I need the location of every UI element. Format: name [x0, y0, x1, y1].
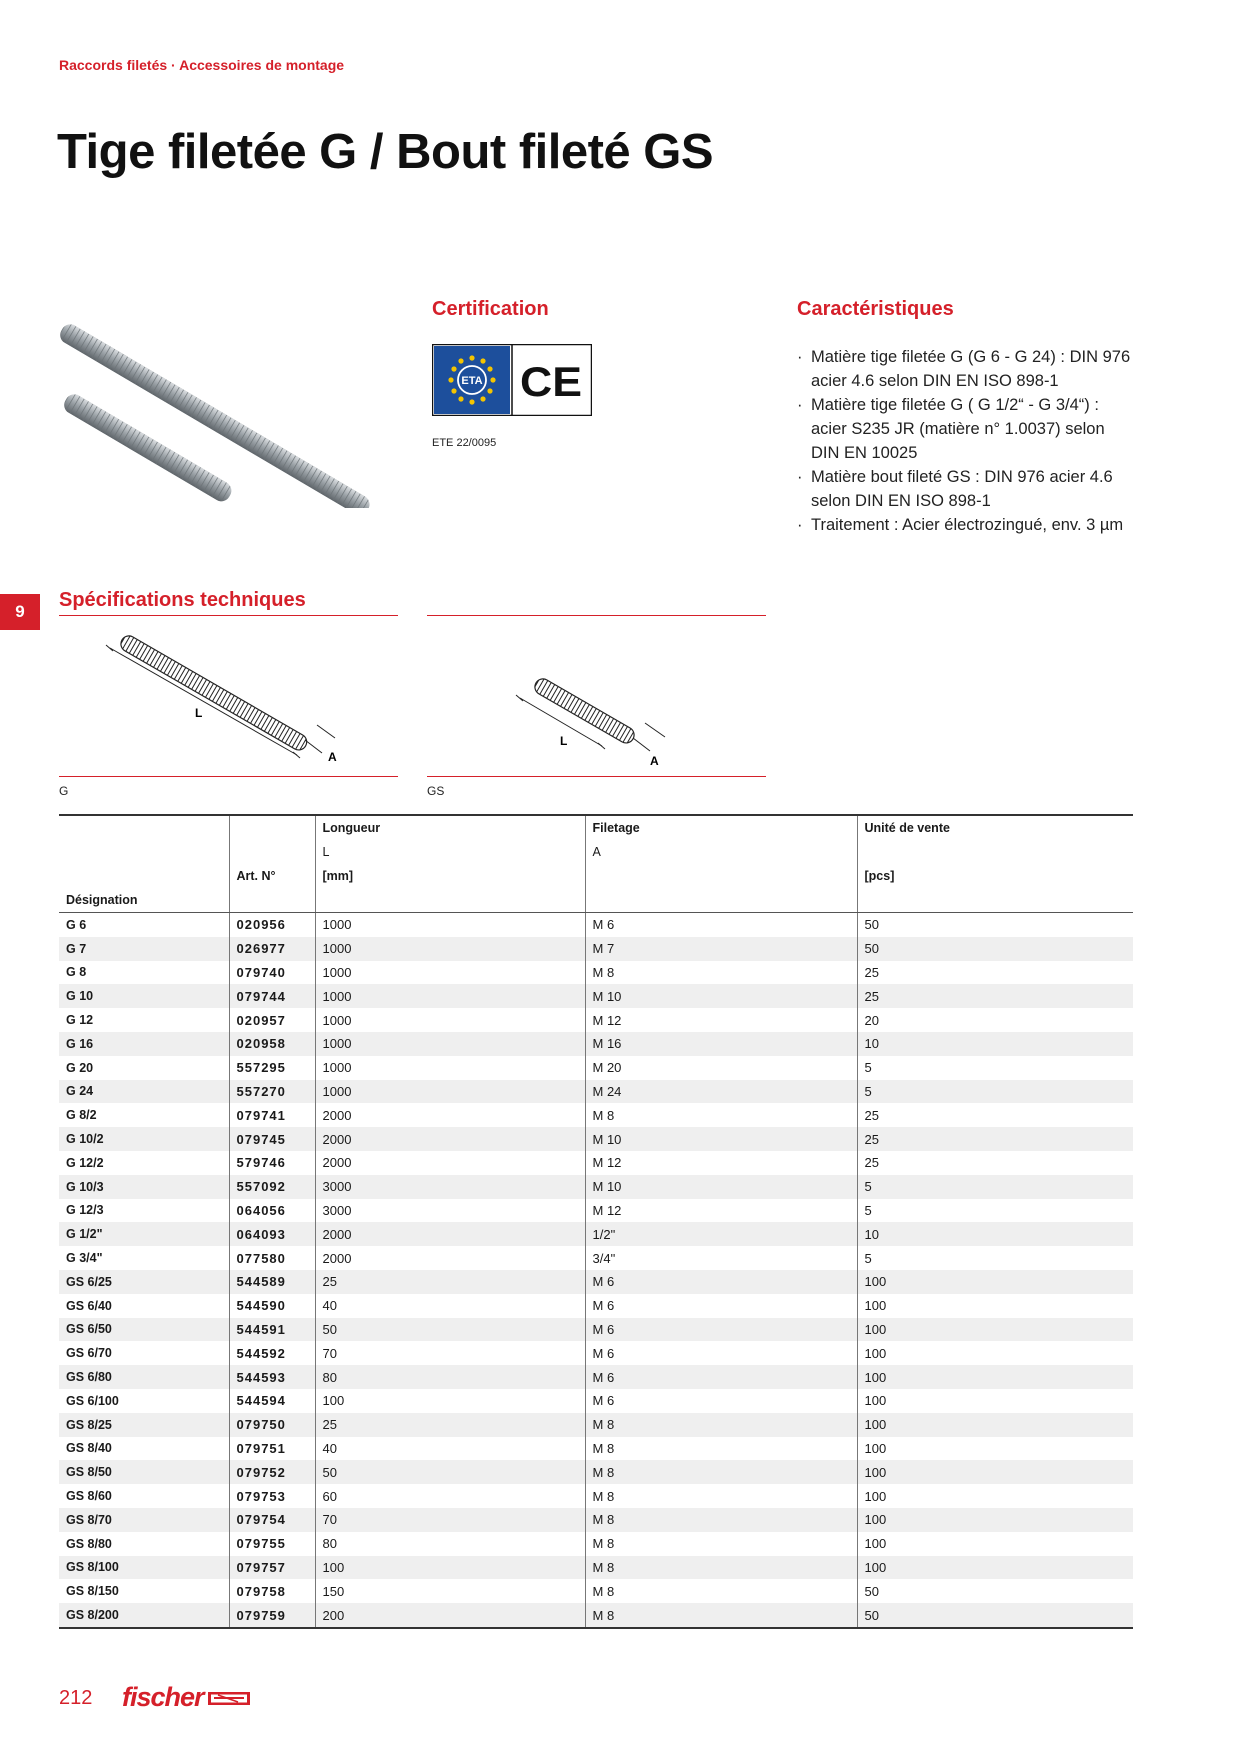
cell-length: 40	[315, 1294, 585, 1318]
cell-art-no: 079759	[229, 1603, 315, 1628]
table-row	[59, 1318, 1133, 1342]
cell-length: 2000	[315, 1246, 585, 1270]
spec-table	[59, 814, 1133, 1629]
cell-thread: M 8	[585, 1484, 857, 1508]
table-row	[59, 1341, 1133, 1365]
cell-length: 100	[315, 1389, 585, 1413]
table-row	[59, 1294, 1133, 1318]
cell-designation: GS 8/80	[66, 1536, 112, 1551]
table-row	[59, 1056, 1133, 1080]
cell-length: 3000	[315, 1199, 585, 1223]
cell-length: 50	[315, 1318, 585, 1342]
cell-designation: GS 8/70	[59, 1508, 229, 1532]
cell-thread: M 6	[585, 913, 857, 937]
divider	[59, 776, 398, 777]
feature-item: · Matière tige filetée G (G 6 - G 24) : DIN 976 acier 4.6 selon DIN EN ISO 898-1	[797, 345, 1137, 393]
cell-art-no: 079741	[229, 1103, 315, 1127]
cell-designation: G 8	[66, 965, 87, 980]
cell-length: 50	[315, 1460, 585, 1484]
cell-art-no: 079745	[229, 1127, 315, 1151]
cell-art-no: 079751	[229, 1437, 315, 1461]
divider	[427, 776, 766, 777]
features-list	[797, 345, 1137, 537]
eta-ce-logo	[432, 344, 592, 416]
col-length-header: Longueur	[315, 815, 585, 840]
cell-length: 25	[315, 1270, 585, 1294]
dim-length-label: L	[560, 734, 568, 748]
cell-art-no: 077580	[229, 1246, 315, 1270]
table-row	[59, 1579, 1133, 1603]
cell-unit: 50	[857, 1603, 1133, 1628]
dim-length-label: L	[195, 706, 203, 720]
cell-designation: GS 8/50	[59, 1460, 229, 1484]
cell-unit: 100	[857, 1460, 1133, 1484]
col-thread-symbol: A	[585, 840, 857, 864]
cell-art-no: 079740	[229, 961, 315, 985]
cell-designation: G 12	[66, 1013, 94, 1028]
cell-thread: M 8	[585, 1413, 857, 1437]
dim-thread-label: A	[328, 750, 337, 764]
cell-designation: G 10/2	[59, 1127, 229, 1151]
cell-length: 80	[315, 1365, 585, 1389]
cell-designation: G 6	[66, 917, 87, 932]
cell-designation: G 16	[59, 1032, 229, 1056]
table-row	[59, 1508, 1133, 1532]
cell-art-no: 544589	[229, 1270, 315, 1294]
cell-length: 70	[315, 1341, 585, 1365]
page-number: 212	[59, 1687, 93, 1709]
cell-thread: M 12	[585, 1151, 857, 1175]
cell-unit: 100	[857, 1389, 1133, 1413]
cell-thread: M 6	[585, 1318, 857, 1342]
cell-thread: M 8	[585, 961, 857, 985]
cell-length: 1000	[315, 1008, 585, 1032]
cell-unit: 25	[857, 1127, 1133, 1151]
brand-wordmark: fischer	[122, 1682, 204, 1712]
cell-designation: GS 6/40	[66, 1298, 112, 1313]
cell-length: 2000	[315, 1103, 585, 1127]
cell-length: 1000	[315, 984, 585, 1008]
table-row	[59, 1175, 1133, 1199]
cell-designation: GS 6/100	[66, 1393, 119, 1408]
cell-designation: G 20	[66, 1060, 94, 1075]
cell-designation: GS 6/25	[59, 1270, 229, 1294]
cell-art-no: 079757	[229, 1556, 315, 1580]
cell-unit: 100	[857, 1556, 1133, 1580]
cell-unit: 100	[857, 1484, 1133, 1508]
feature-item: · Matière bout fileté GS : DIN 976 acier 4.6 selon DIN EN ISO 898-1	[797, 465, 1137, 513]
cell-designation: GS 8/60	[66, 1489, 112, 1504]
cell-length: 1000	[315, 1080, 585, 1104]
dim-thread-label: A	[650, 754, 659, 768]
cell-art-no: 064056	[229, 1199, 315, 1223]
table-row	[59, 1127, 1133, 1151]
cell-unit: 25	[857, 1103, 1133, 1127]
cell-unit: 5	[857, 1199, 1133, 1223]
cell-unit: 20	[857, 1008, 1133, 1032]
cell-art-no: 064093	[229, 1222, 315, 1246]
feature-item: · Traitement : Acier électrozingué, env. 3 µm	[797, 513, 1137, 537]
table-row	[59, 1008, 1133, 1032]
cell-length: 1000	[315, 937, 585, 961]
table-row	[59, 1032, 1133, 1056]
product-photo	[59, 296, 398, 508]
cell-thread: M 8	[585, 1556, 857, 1580]
cell-thread: M 8	[585, 1579, 857, 1603]
cell-designation: GS 8/25	[59, 1413, 229, 1437]
page-title: Tige filetée G / Bout fileté GS	[57, 125, 714, 179]
features-heading: Caractéristiques	[797, 298, 954, 320]
cell-unit: 5	[857, 1246, 1133, 1270]
cell-thread: M 8	[585, 1103, 857, 1127]
cell-unit: 25	[857, 984, 1133, 1008]
cell-art-no: 544591	[229, 1318, 315, 1342]
cell-unit: 100	[857, 1365, 1133, 1389]
spec-table-body	[59, 913, 1133, 1628]
cell-thread: M 16	[585, 1032, 857, 1056]
cell-designation: G 10/3	[59, 1175, 229, 1199]
table-row	[59, 1437, 1133, 1461]
table-row	[59, 961, 1133, 985]
cell-length: 25	[315, 1413, 585, 1437]
certification-heading: Certification	[432, 298, 549, 320]
table-row	[59, 1365, 1133, 1389]
cell-art-no: 026977	[229, 937, 315, 961]
cell-thread: 1/2"	[585, 1222, 857, 1246]
brand-logo	[122, 1682, 250, 1713]
cell-thread: M 6	[585, 1389, 857, 1413]
cell-thread: M 6	[585, 1270, 857, 1294]
cell-length: 1000	[315, 1032, 585, 1056]
cell-thread: M 12	[585, 1199, 857, 1223]
cell-length: 200	[315, 1603, 585, 1628]
table-row	[59, 1103, 1133, 1127]
cell-unit: 5	[857, 1175, 1133, 1199]
table-row	[59, 1080, 1133, 1104]
col-unit-header: Unité de vente	[857, 815, 1133, 840]
cell-unit: 100	[857, 1318, 1133, 1342]
cell-designation: GS 6/50	[59, 1318, 229, 1342]
divider	[427, 615, 766, 616]
cell-length: 80	[315, 1532, 585, 1556]
cell-length: 60	[315, 1484, 585, 1508]
cell-designation: G 10	[59, 984, 229, 1008]
col-length-symbol: L	[315, 840, 585, 864]
col-unit-unit: [pcs]	[857, 864, 1133, 888]
table-row	[59, 1460, 1133, 1484]
cell-length: 2000	[315, 1127, 585, 1151]
cell-length: 2000	[315, 1151, 585, 1175]
cell-unit: 25	[857, 961, 1133, 985]
cell-thread: M 7	[585, 937, 857, 961]
cell-unit: 50	[857, 1579, 1133, 1603]
cell-length: 2000	[315, 1222, 585, 1246]
cell-art-no: 544590	[229, 1294, 315, 1318]
cell-art-no: 544593	[229, 1365, 315, 1389]
cell-art-no: 079753	[229, 1484, 315, 1508]
cell-unit: 100	[857, 1532, 1133, 1556]
cell-length: 100	[315, 1556, 585, 1580]
cell-thread: M 10	[585, 984, 857, 1008]
table-row	[59, 1151, 1133, 1175]
eta-label: ETA	[461, 375, 483, 387]
cell-thread: M 24	[585, 1080, 857, 1104]
breadcrumb: Raccords filetés · Accessoires de montage	[59, 57, 345, 73]
cell-art-no: 079752	[229, 1460, 315, 1484]
table-row	[59, 1556, 1133, 1580]
cell-designation: GS 6/80	[59, 1365, 229, 1389]
table-row	[59, 937, 1133, 961]
cell-designation: GS 8/40	[66, 1441, 112, 1456]
cell-designation: G 12/3	[66, 1203, 104, 1218]
cell-unit: 50	[857, 913, 1133, 937]
brand-mark-icon	[208, 1689, 250, 1707]
table-row	[59, 1484, 1133, 1508]
col-art-header: Art. N°	[229, 864, 315, 888]
cell-length: 1000	[315, 1056, 585, 1080]
cell-thread: M 8	[585, 1603, 857, 1628]
cell-designation: G 7	[59, 937, 229, 961]
ce-label: CE	[520, 358, 582, 405]
cell-designation: G 1/2"	[59, 1222, 229, 1246]
cell-unit: 100	[857, 1413, 1133, 1437]
cell-thread: M 8	[585, 1437, 857, 1461]
chapter-tab: 9	[0, 594, 40, 630]
cell-thread: M 8	[585, 1508, 857, 1532]
cell-art-no: 079758	[229, 1579, 315, 1603]
cell-designation: GS 6/70	[66, 1346, 112, 1361]
cell-art-no: 020958	[229, 1032, 315, 1056]
table-row	[59, 913, 1133, 937]
cell-unit: 5	[857, 1080, 1133, 1104]
cell-art-no: 020957	[229, 1008, 315, 1032]
cell-art-no: 557092	[229, 1175, 315, 1199]
cell-thread: M 10	[585, 1175, 857, 1199]
col-length-unit: [mm]	[315, 864, 585, 888]
cell-designation: G 3/4"	[66, 1251, 103, 1266]
diagram-g	[100, 625, 360, 770]
cell-length: 1000	[315, 913, 585, 937]
col-thread-header: Filetage	[585, 815, 857, 840]
cell-designation: G 12/2	[66, 1155, 104, 1170]
cell-art-no: 020956	[229, 913, 315, 937]
cell-unit: 100	[857, 1508, 1133, 1532]
cell-thread: M 10	[585, 1127, 857, 1151]
cell-art-no: 557270	[229, 1080, 315, 1104]
cell-unit: 100	[857, 1270, 1133, 1294]
table-row	[59, 984, 1133, 1008]
cell-thread: M 20	[585, 1056, 857, 1080]
divider	[59, 615, 398, 616]
specs-heading: Spécifications techniques	[59, 589, 306, 611]
feature-item: · Matière tige filetée G ( G 1/2“ - G 3/4“) : acier S235 JR (matière n° 1.0037) selon DIN EN 10025	[797, 393, 1137, 465]
cell-art-no: 544592	[229, 1341, 315, 1365]
table-row	[59, 1603, 1133, 1628]
cell-thread: M 8	[585, 1532, 857, 1556]
table-row	[59, 1389, 1133, 1413]
table-row	[59, 1413, 1133, 1437]
cell-thread: 3/4"	[585, 1246, 857, 1270]
table-row	[59, 1199, 1133, 1223]
cell-designation: G 24	[59, 1080, 229, 1104]
cell-art-no: 079754	[229, 1508, 315, 1532]
col-designation-header: Désignation	[59, 888, 229, 913]
cell-thread: M 6	[585, 1294, 857, 1318]
cell-unit: 100	[857, 1294, 1133, 1318]
cell-designation: GS 8/100	[59, 1556, 229, 1580]
cell-art-no: 079755	[229, 1532, 315, 1556]
cell-length: 70	[315, 1508, 585, 1532]
cell-length: 3000	[315, 1175, 585, 1199]
cell-designation: GS 8/150	[66, 1584, 119, 1599]
cell-unit: 5	[857, 1056, 1133, 1080]
cell-thread: M 6	[585, 1341, 857, 1365]
cell-length: 1000	[315, 961, 585, 985]
cell-art-no: 579746	[229, 1151, 315, 1175]
cell-length: 40	[315, 1437, 585, 1461]
cell-unit: 10	[857, 1222, 1133, 1246]
cell-art-no: 557295	[229, 1056, 315, 1080]
cell-unit: 100	[857, 1437, 1133, 1461]
diagram-gs	[510, 670, 690, 770]
cell-unit: 10	[857, 1032, 1133, 1056]
table-row	[59, 1222, 1133, 1246]
diagram-gs-caption: GS	[427, 784, 445, 798]
cell-unit: 25	[857, 1151, 1133, 1175]
cell-unit: 50	[857, 937, 1133, 961]
cell-thread: M 6	[585, 1365, 857, 1389]
cell-unit: 100	[857, 1341, 1133, 1365]
table-row	[59, 1246, 1133, 1270]
table-row	[59, 1270, 1133, 1294]
certification-number: ETE 22/0095	[432, 437, 497, 449]
cell-art-no: 544594	[229, 1389, 315, 1413]
diagram-g-caption: G	[59, 784, 69, 798]
cell-length: 150	[315, 1579, 585, 1603]
cell-thread: M 12	[585, 1008, 857, 1032]
table-row	[59, 1532, 1133, 1556]
cell-thread: M 8	[585, 1460, 857, 1484]
cell-designation: GS 8/200	[59, 1603, 229, 1628]
cell-designation: G 8/2	[66, 1108, 97, 1123]
cell-art-no: 079744	[229, 984, 315, 1008]
cell-art-no: 079750	[229, 1413, 315, 1437]
